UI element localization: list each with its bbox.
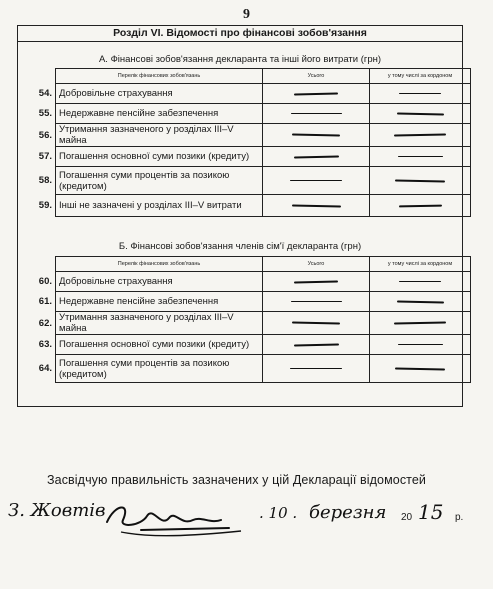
part-a-table <box>35 68 471 217</box>
value-cell-total <box>263 312 370 335</box>
row-number: 54. <box>38 88 52 99</box>
row-number: 55. <box>38 108 52 119</box>
empty-dash-mark <box>290 368 342 370</box>
row-label: Погашення основної суми позики (кредиту) <box>56 335 263 355</box>
part-b-table <box>35 256 471 383</box>
value-cell-abroad <box>370 355 471 383</box>
table-row <box>35 104 471 124</box>
value-cell-total <box>263 84 370 104</box>
section-title: Розділ VI. Відомості про фінансові зобов'язання <box>18 26 462 42</box>
value-cell-total <box>263 292 370 312</box>
value-cell-abroad <box>370 104 471 124</box>
row-number: 62. <box>38 317 52 329</box>
part-b-title: Б. Фінансові зобов'язання членів сім'ї декларанта (грн) <box>118 241 362 252</box>
row-number: 63. <box>38 339 52 350</box>
empty-dash-mark <box>396 300 443 303</box>
header-abroad: у тому числі за кордоном <box>370 257 471 272</box>
value-cell-total <box>263 272 370 292</box>
row-label: Погашення основної суми позики (кредиту) <box>56 147 263 167</box>
row-label: Утримання зазначеного у розділах III–V майна <box>56 312 263 335</box>
signature-scribble <box>101 498 251 538</box>
row-label: Погашення суми процентів за позикою (кредитом) <box>56 167 263 195</box>
table-row <box>35 124 471 147</box>
header-total: Усього <box>263 69 370 84</box>
value-cell-total <box>263 104 370 124</box>
value-cell-total <box>263 195 370 217</box>
empty-dash-mark <box>290 180 342 182</box>
part-a-title: А. Фінансові зобов'язання декларанта та інші його витрати (грн) <box>98 54 382 65</box>
empty-dash-mark <box>396 112 443 115</box>
row-label: Добровільне страхування <box>56 84 263 104</box>
value-cell-total <box>263 147 370 167</box>
value-cell-abroad <box>370 167 471 195</box>
empty-dash-mark <box>293 343 338 346</box>
empty-dash-mark <box>394 322 446 325</box>
empty-dash-mark <box>398 344 443 346</box>
value-cell-abroad <box>370 195 471 217</box>
row-number: 61. <box>38 296 52 307</box>
table-row <box>35 167 471 195</box>
header-abroad: у тому числі за кордоном <box>370 69 471 84</box>
header-list: Перелік фінансових зобов'язань <box>56 69 263 84</box>
row-label: Добровільне страхування <box>56 272 263 292</box>
empty-dash-mark <box>399 281 441 283</box>
empty-dash-mark <box>395 367 445 370</box>
value-cell-abroad <box>370 84 471 104</box>
row-label: Погашення суми процентів за позикою (кредитом) <box>56 355 263 383</box>
value-cell-abroad <box>370 292 471 312</box>
section-frame <box>17 25 463 407</box>
value-cell-abroad <box>370 124 471 147</box>
empty-dash-mark <box>398 156 443 158</box>
value-cell-abroad <box>370 272 471 292</box>
table-row <box>35 292 471 312</box>
num-spacer <box>35 257 56 272</box>
row-number: 64. <box>38 363 52 374</box>
row-number: 60. <box>38 276 52 287</box>
year-prefix: 20 <box>401 512 413 523</box>
signature-year: 15 <box>418 500 444 524</box>
empty-dash-mark <box>398 204 441 206</box>
table-row <box>35 335 471 355</box>
empty-dash-mark <box>293 155 338 158</box>
empty-dash-mark <box>291 113 342 115</box>
value-cell-abroad <box>370 335 471 355</box>
page-number: 9 <box>243 7 250 22</box>
empty-dash-mark <box>292 134 340 137</box>
table-row <box>35 272 471 292</box>
year-suffix: р. <box>455 512 464 523</box>
row-number: 56. <box>38 129 52 141</box>
num-spacer <box>35 69 56 84</box>
value-cell-total <box>263 167 370 195</box>
header-total: Усього <box>263 257 370 272</box>
value-cell-total <box>263 124 370 147</box>
empty-dash-mark <box>399 93 441 95</box>
signature-month: березня <box>309 502 387 523</box>
signature-line <box>6 494 486 544</box>
empty-dash-mark <box>294 92 338 95</box>
row-number: 59. <box>38 200 52 211</box>
empty-dash-mark <box>294 280 338 283</box>
row-number: 58. <box>38 175 52 186</box>
empty-dash-mark <box>292 322 340 325</box>
signature-day: . 10 . <box>259 504 298 522</box>
certification-text: Засвідчую правильність зазначених у цій Декларації відомостей <box>47 473 426 487</box>
row-number: 57. <box>38 151 52 162</box>
table-row <box>35 147 471 167</box>
header-list: Перелік фінансових зобов'язань <box>56 257 263 272</box>
row-label: Інші не зазначені у розділах III–V витрати <box>56 195 263 217</box>
row-label: Недержавне пенсійне забезпечення <box>56 104 263 124</box>
value-cell-total <box>263 335 370 355</box>
table-row <box>35 312 471 335</box>
empty-dash-mark <box>291 301 342 303</box>
table-row <box>35 195 471 217</box>
value-cell-abroad <box>370 147 471 167</box>
row-label: Утримання зазначеного у розділах III–V майна <box>56 124 263 147</box>
value-cell-abroad <box>370 312 471 335</box>
value-cell-total <box>263 355 370 383</box>
row-label: Недержавне пенсійне забезпечення <box>56 292 263 312</box>
empty-dash-mark <box>394 134 446 137</box>
table-row <box>35 84 471 104</box>
table-row <box>35 355 471 383</box>
signer-name: З. Жовтів <box>8 500 106 521</box>
empty-dash-mark <box>395 179 445 182</box>
empty-dash-mark <box>291 204 340 207</box>
